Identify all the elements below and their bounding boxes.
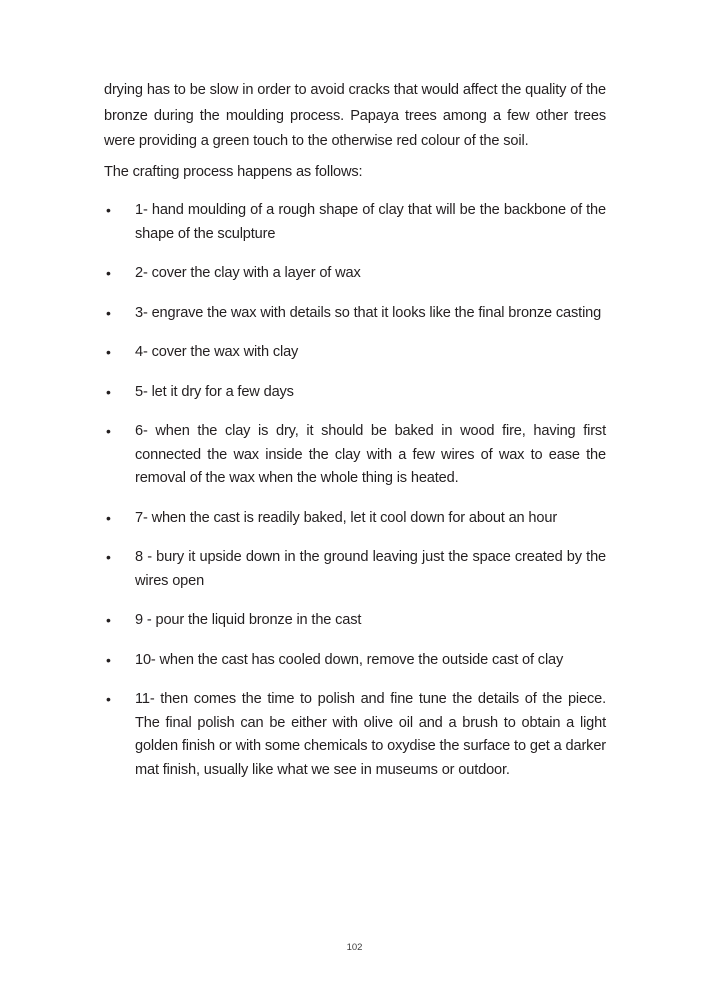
body-paragraph: drying has to be slow in order to avoid cracks that would affect the quality of the bronze during the moulding process. Papaya trees among a few other trees were providing a green touch to the otherwise red colour of the soil. [104,82,606,149]
list-item-text: 6- when the clay is dry, it should be baked in wood fire, having first connected the wax inside the clay with a few wires of wax to ease the removal of the wax when the whole thing is heated. [135,423,606,486]
list-item [104,199,606,246]
list-item-text: 11- then comes the time to polish and fine tune the details of the piece. The final polish can be either with olive oil and a brush to obtain a light golden finish or with some chemicals to oxydise the surface to get a darker mat finish, usually like what we see in museums or outdoor. [135,691,606,778]
bullet-icon: • [106,612,111,628]
list-item [104,609,606,633]
list-item-text: 7- when the cast is readily baked, let it cool down for about an hour [135,509,558,526]
list-item-text: 1- hand moulding of a rough shape of clay that will be the backbone of the shape of the sculpture [135,202,606,242]
list-item [104,649,606,673]
list-item-text: 4- cover the wax with clay [135,344,299,360]
bullet-icon: • [106,423,111,439]
page-number: 102 [346,942,363,953]
list-item [104,420,606,491]
list-item [104,507,606,531]
list-item [104,546,606,593]
bullet-icon: • [106,304,111,321]
list-item-text: 2- cover the clay with a layer of wax [135,265,361,281]
bullet-icon: • [106,509,111,526]
bullet-icon: • [106,651,111,668]
list-item-text: 5- let it dry for a few days [135,383,294,400]
list-item [104,341,606,365]
crafting-steps-list [104,199,606,782]
list-item [104,302,606,326]
bullet-icon: • [106,549,111,565]
list-item [104,262,606,286]
page-content [104,78,606,782]
list-item [104,688,606,782]
bullet-icon: • [106,265,111,281]
bullet-icon: • [106,383,111,400]
list-item-text: 8 - bury it upside down in the ground leaving just the space created by the wires open [135,549,606,589]
list-item [104,381,606,405]
intro-line: The crafting process happens as follows: [104,163,363,180]
bullet-icon: • [106,691,111,707]
list-item-text: 3- engrave the wax with details so that it looks like the final bronze casting [135,304,602,321]
list-item-text: 10- when the cast has cooled down, remove the outside cast of clay [135,651,564,668]
bullet-icon: • [106,344,111,360]
bullet-icon: • [106,202,111,218]
list-item-text: 9 - pour the liquid bronze in the cast [135,612,362,628]
